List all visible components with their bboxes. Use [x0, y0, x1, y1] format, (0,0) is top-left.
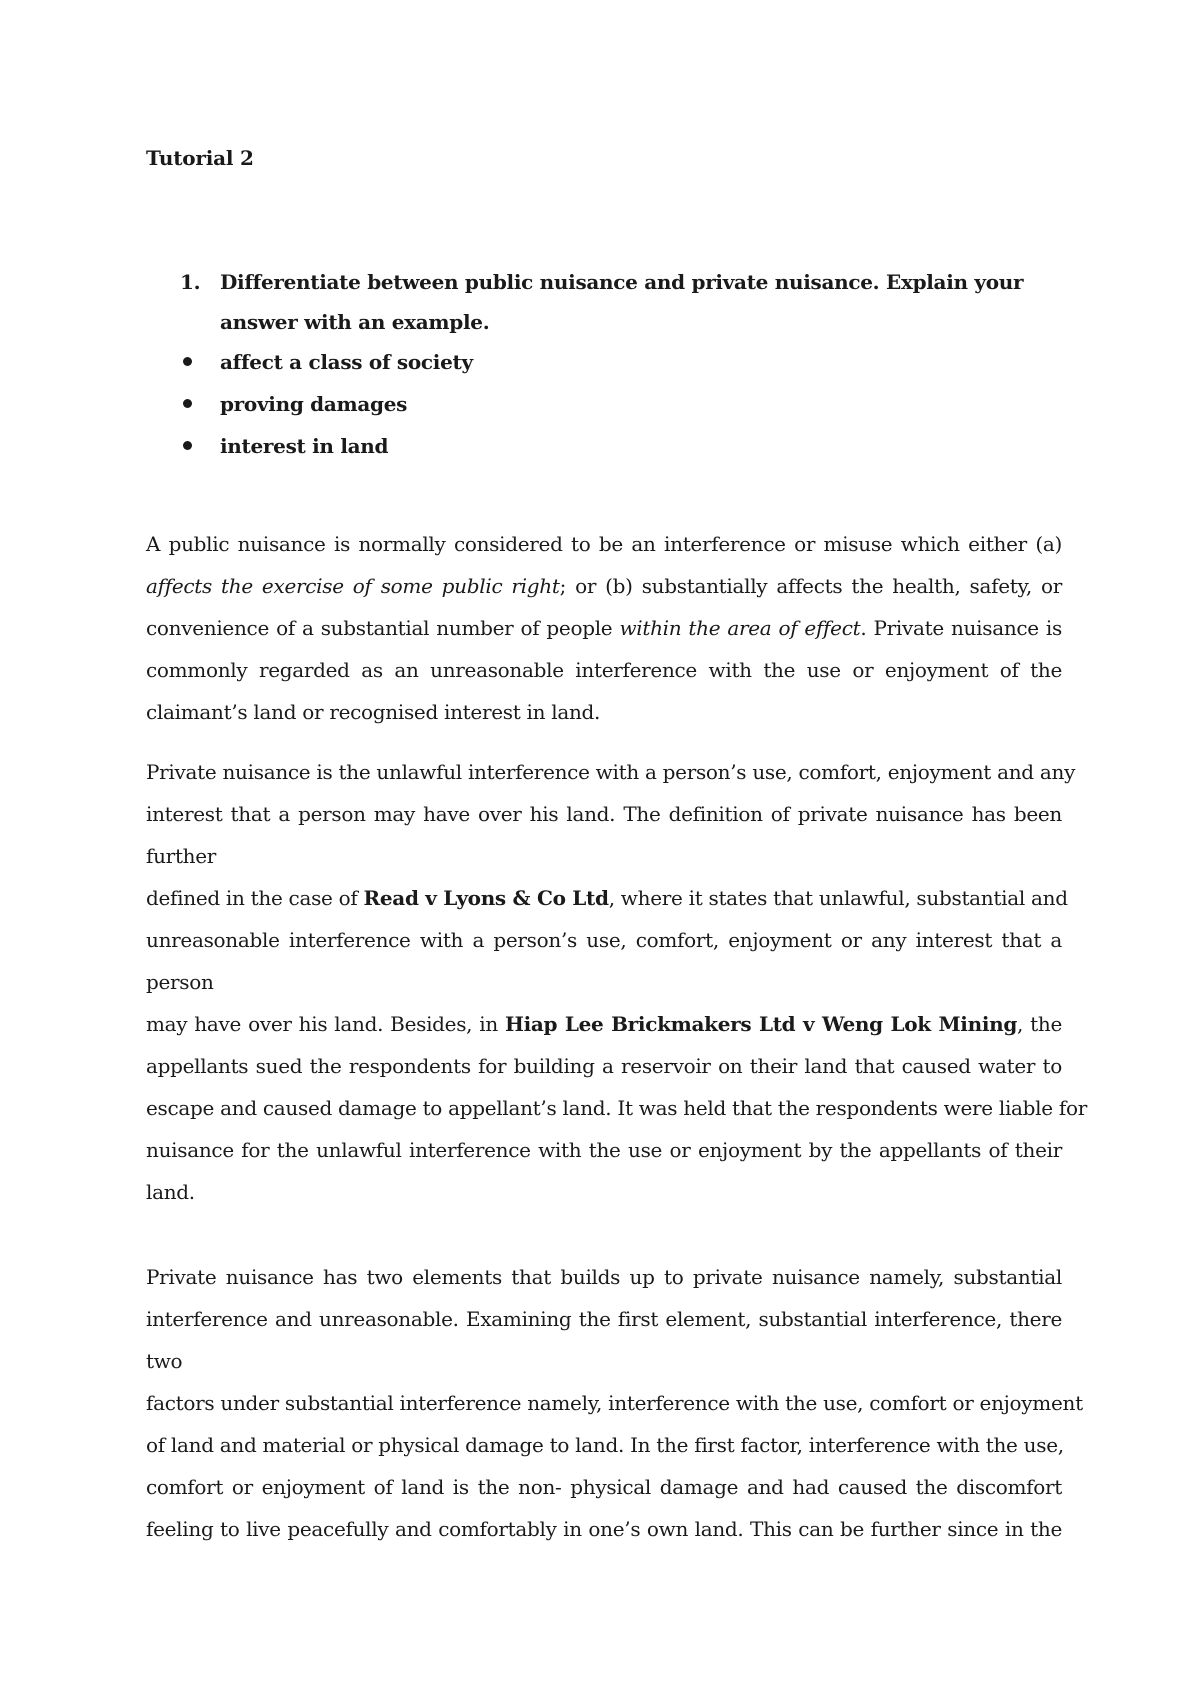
text-span: , where it states that unlawful, substantial and [608, 886, 1068, 910]
text-span: may have over his land. Besides, in [146, 1012, 505, 1036]
text-line: A public nuisance is normally considered to be an interference or misuse which either (a) [146, 532, 1062, 556]
text-line [146, 1003, 1062, 1045]
text-line: escape and caused damage to appellant’s land. It was held that the respondents were liable for [146, 1096, 1087, 1120]
list-item [146, 342, 1062, 384]
text-line: comfort or enjoyment of land is the non- physical damage and had caused the discomfort [146, 1475, 1062, 1499]
bullet-icon [183, 357, 192, 366]
case-name: Hiap Lee Brickmakers Ltd v Weng Lok Mining [504, 1012, 1018, 1036]
paragraph-elements [146, 1256, 1083, 1550]
text-span: . Private nuisance is [860, 616, 1062, 640]
text-line: unreasonable interference with a person’s use, comfort, enjoyment or any interest that a [146, 928, 1062, 952]
list-item [146, 384, 1062, 426]
italic-text: within the area of effect [619, 616, 861, 640]
text-span: , the [1017, 1012, 1062, 1036]
paragraph-public-nuisance [146, 523, 1062, 733]
text-span: convenience of a substantial number of people [146, 616, 620, 640]
paragraph-private-nuisance [146, 751, 1087, 1213]
bullet-icon [183, 441, 192, 450]
bullet-icon [183, 399, 192, 408]
text-line: feeling to live peacefully and comfortably in one’s own land. This can be further since in the [146, 1517, 1062, 1541]
text-line: of land and material or physical damage to land. In the first factor, interference with the use, [146, 1433, 1064, 1457]
text-line: commonly regarded as an unreasonable interference with the use or enjoyment of the [146, 658, 1062, 682]
list-item [146, 426, 1062, 468]
text-span: ; or (b) substantially affects the health, safety, or [559, 574, 1062, 598]
document-title: Tutorial 2 [146, 146, 254, 170]
question-text: Differentiate between public nuisance and private nuisance. Explain your answer with an example. [220, 270, 1024, 334]
text-line: appellants sued the respondents for building a reservoir on their land that caused water to [146, 1054, 1062, 1078]
case-name: Read v Lyons & Co Ltd [363, 886, 609, 910]
text-line: claimant’s land or recognised interest in land. [146, 700, 601, 724]
text-line [146, 607, 1062, 649]
text-line: person [146, 970, 214, 994]
text-line [146, 877, 1068, 919]
text-line: interference and unreasonable. Examining the first element, substantial interference, there [146, 1307, 1062, 1331]
text-span: defined in the case of [146, 886, 364, 910]
question-1 [146, 262, 1062, 342]
text-line: Private nuisance has two elements that builds up to private nuisance namely, substantial [146, 1265, 1062, 1289]
text-line: nuisance for the unlawful interference with the use or enjoyment by the appellants of their [146, 1138, 1062, 1162]
bullet-list [146, 342, 1062, 468]
text-line: land. [146, 1180, 195, 1204]
text-line: interest that a person may have over his land. The definition of private nuisance has been [146, 802, 1062, 826]
text-line [146, 565, 1062, 607]
bullet-text: affect a class of society [220, 350, 473, 374]
text-line: further [146, 844, 217, 868]
italic-text: affects the exercise of some public right [146, 574, 560, 598]
text-line: factors under substantial interference namely, interference with the use, comfort or enjoyment [146, 1391, 1083, 1415]
question-number: 1. [180, 270, 201, 294]
bullet-text: interest in land [220, 434, 389, 458]
bullet-text: proving damages [220, 392, 408, 416]
text-line: two [146, 1349, 183, 1373]
text-line: Private nuisance is the unlawful interference with a person’s use, comfort, enjoyment and any [146, 760, 1076, 784]
